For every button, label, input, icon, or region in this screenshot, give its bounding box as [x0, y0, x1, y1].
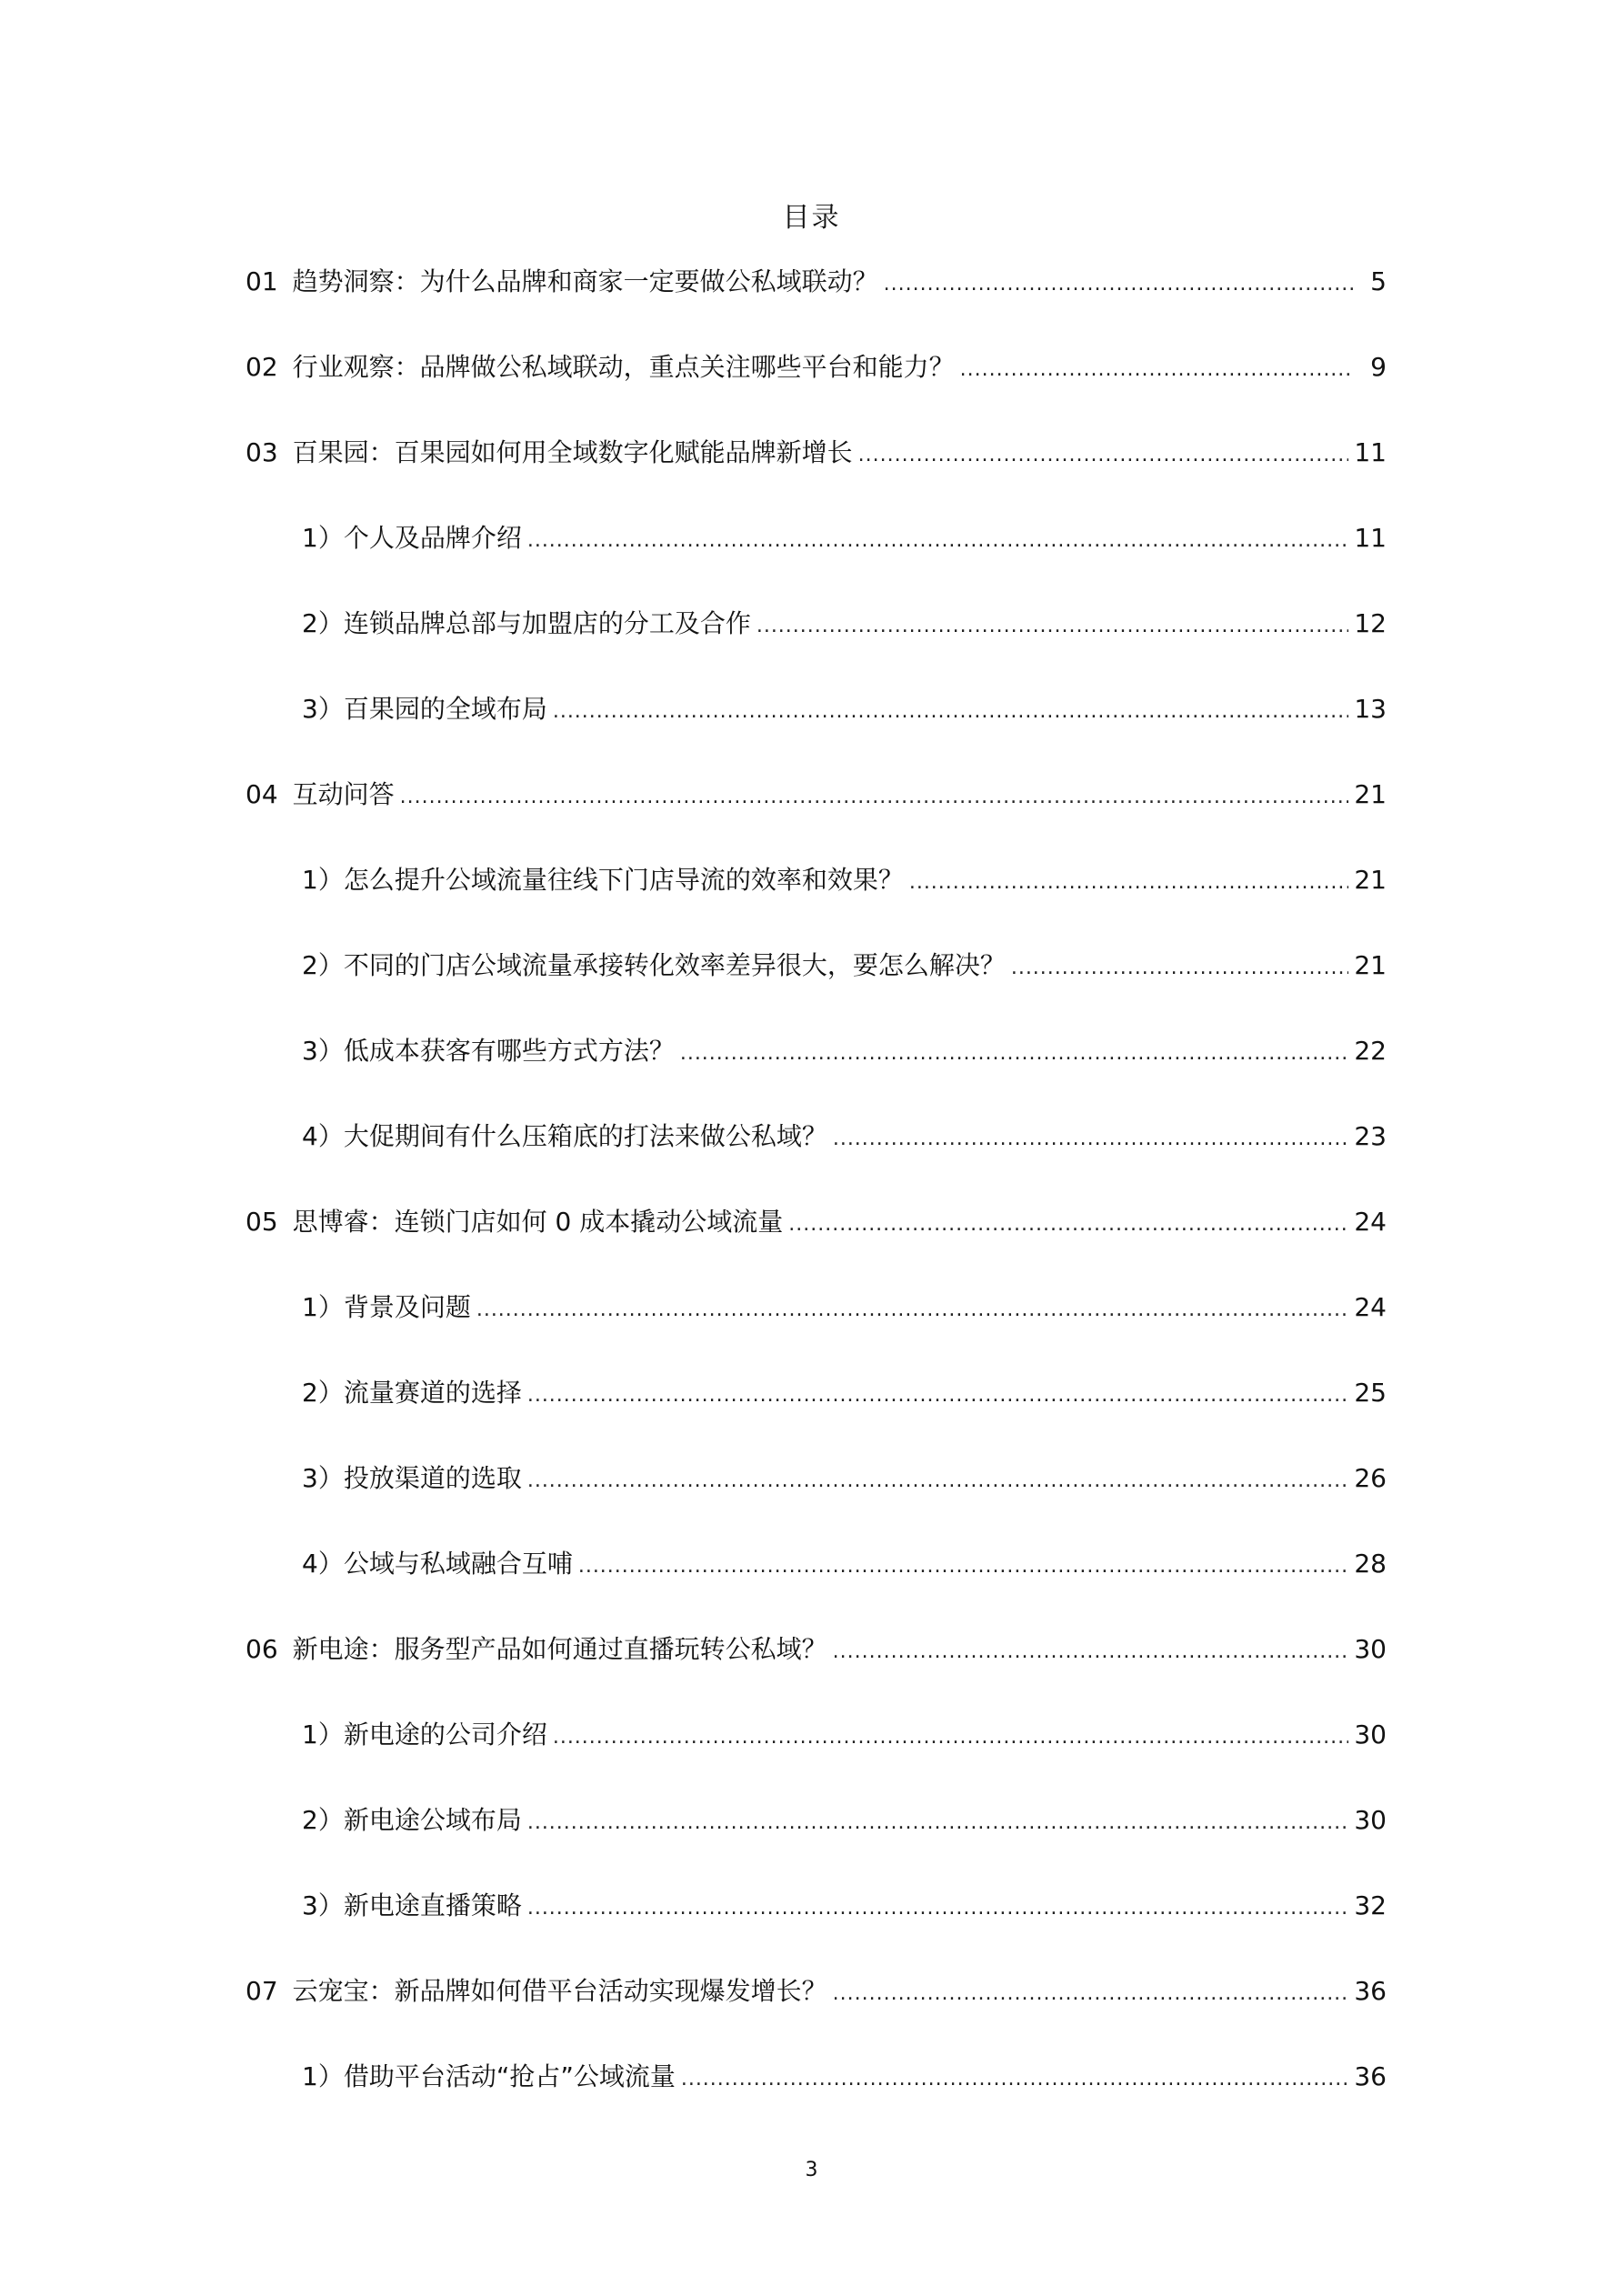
toc-entry-label — [245, 433, 853, 473]
toc-entry-text: 趋势洞察：为什么品牌和商家一定要做公私域联动？ — [292, 266, 878, 296]
toc-leader-dots — [527, 1803, 1349, 1843]
toc-entry-text: 1）借助平台活动“抢占”公域流量 — [302, 2061, 676, 2091]
toc-entry[interactable] — [245, 1971, 1387, 2057]
toc-subentry[interactable] — [245, 1715, 1387, 1800]
toc-entry-text: 2）新电途公域布局 — [302, 1805, 522, 1835]
toc-entry-text: 云宠宝：新品牌如何借平台活动实现爆发增长？ — [292, 1976, 827, 2006]
toc-entry-text: 3）投放渠道的选取 — [302, 1463, 522, 1493]
toc-subentry[interactable] — [245, 689, 1387, 775]
toc-entry-page: 28 — [1354, 1549, 1387, 1579]
toc-subentry[interactable] — [245, 518, 1387, 604]
toc-entry-text: 4）大促期间有什么压箱底的打法来做公私域？ — [302, 1121, 827, 1151]
toc-entry-label — [245, 1202, 783, 1242]
toc-entry-page: 5 — [1370, 266, 1387, 296]
toc-entry-number: 03 — [245, 437, 278, 467]
toc-entry-page: 9 — [1370, 352, 1387, 382]
toc-entry-page: 11 — [1354, 523, 1387, 553]
toc-entry[interactable] — [245, 775, 1387, 860]
toc-entry-page: 12 — [1354, 608, 1387, 638]
toc-entry-page: 13 — [1354, 694, 1387, 724]
toc-entry-page: 24 — [1354, 1207, 1387, 1237]
toc-entry[interactable] — [245, 262, 1387, 347]
toc-leader-dots — [960, 350, 1354, 390]
toc-leader-dots — [858, 436, 1349, 476]
toc-entry-text: 4）公域与私域融合互哺 — [302, 1549, 573, 1579]
toc-subentry[interactable] — [245, 604, 1387, 689]
toc-entry-page: 30 — [1354, 1634, 1387, 1664]
toc-leader-dots — [578, 1547, 1349, 1587]
toc-entry[interactable] — [245, 347, 1387, 433]
toc-entry[interactable] — [245, 1629, 1387, 1715]
toc-entry-text: 1）背景及问题 — [302, 1292, 471, 1322]
toc-entry-page: 21 — [1354, 950, 1387, 980]
toc-leader-dots — [527, 1889, 1349, 1929]
toc-leader-dots — [833, 1974, 1349, 2014]
toc-leader-dots — [681, 2060, 1349, 2100]
toc-leader-dots — [553, 1718, 1349, 1758]
toc-subentry[interactable] — [245, 1373, 1387, 1459]
toc-subentry[interactable] — [245, 946, 1387, 1031]
toc-entry-text: 1）个人及品牌介绍 — [302, 523, 522, 553]
toc-leader-dots — [833, 1632, 1349, 1672]
toc-entry-text: 互动问答 — [292, 779, 395, 809]
toc-entry[interactable] — [245, 433, 1387, 518]
toc-leader-dots — [788, 1205, 1348, 1245]
toc-subentry[interactable] — [245, 1117, 1387, 1202]
toc-leader-dots — [909, 863, 1349, 903]
toc-title: 目录 — [782, 202, 841, 234]
toc-entry-text: 百果园：百果园如何用全域数字化赋能品牌新增长 — [292, 437, 853, 467]
toc-leader-dots — [476, 1290, 1349, 1330]
toc-entry-page: 30 — [1354, 1805, 1387, 1835]
toc-entry-page: 36 — [1354, 2061, 1387, 2091]
toc-entry-page: 22 — [1354, 1036, 1387, 1066]
page-number: 3 — [805, 2159, 818, 2181]
toc-entry-page: 30 — [1354, 1719, 1387, 1750]
toc-entry-number: 07 — [245, 1976, 278, 2006]
toc-entry-label — [245, 347, 955, 387]
toc-entry-page: 21 — [1354, 779, 1387, 809]
toc-entry-number: 05 — [245, 1207, 278, 1237]
toc-entry-page: 36 — [1354, 1976, 1387, 2006]
toc-subentry[interactable] — [245, 1031, 1387, 1117]
toc-entry-text: 2）流量赛道的选择 — [302, 1378, 522, 1408]
toc-entry-text: 3）低成本获客有哪些方式方法？ — [302, 1036, 675, 1066]
toc-entry-page: 11 — [1354, 437, 1387, 467]
toc-leader-dots — [1011, 948, 1349, 988]
toc-leader-dots — [527, 521, 1349, 561]
toc-entry-text: 3）新电途直播策略 — [302, 1890, 522, 1920]
toc-leader-dots — [833, 1119, 1349, 1159]
toc-entry-page: 23 — [1354, 1121, 1387, 1151]
toc-subentry[interactable] — [245, 1886, 1387, 1971]
toc-entry-number: 02 — [245, 352, 278, 382]
toc-subentry[interactable] — [245, 1800, 1387, 1886]
toc-subentry[interactable] — [245, 1544, 1387, 1629]
toc-entry-text: 2）连锁品牌总部与加盟店的分工及合作 — [302, 608, 751, 638]
toc-entry-page: 32 — [1354, 1890, 1387, 1920]
toc-leader-dots — [527, 1376, 1349, 1416]
toc-leader-dots — [884, 265, 1354, 305]
toc-entry-label — [245, 775, 395, 815]
toc-entry-page: 26 — [1354, 1463, 1387, 1493]
toc-entry-number: 04 — [245, 779, 278, 809]
toc-entry-number: 06 — [245, 1634, 278, 1664]
toc-leader-dots — [527, 1461, 1349, 1501]
toc-entry-text: 新电途：服务型产品如何通过直播玩转公私域？ — [292, 1634, 827, 1664]
toc-entry-page: 24 — [1354, 1292, 1387, 1322]
toc-leader-dots — [400, 777, 1349, 817]
toc-entry-page: 25 — [1354, 1378, 1387, 1408]
toc-entry-label — [245, 1971, 827, 2011]
toc-entry-text: 行业观察：品牌做公私域联动，重点关注哪些平台和能力？ — [292, 352, 955, 382]
toc-entry[interactable] — [245, 1202, 1387, 1288]
toc-subentry[interactable] — [245, 1459, 1387, 1544]
toc-entry-label — [245, 1629, 827, 1669]
table-of-contents — [245, 262, 1387, 2142]
toc-leader-dots — [680, 1034, 1349, 1074]
toc-leader-dots — [756, 607, 1349, 647]
toc-entry-text: 3）百果园的全域布局 — [302, 694, 547, 724]
toc-leader-dots — [553, 692, 1349, 732]
toc-entry-text: 2）不同的门店公域流量承接转化效率差异很大，要怎么解决？ — [302, 950, 1006, 980]
toc-entry-text: 1）怎么提升公域流量往线下门店导流的效率和效果？ — [302, 865, 904, 895]
toc-subentry[interactable] — [245, 2057, 1387, 2142]
toc-entry-text: 思博睿：连锁门店如何 0 成本撬动公域流量 — [292, 1207, 784, 1237]
toc-subentry[interactable] — [245, 860, 1387, 946]
toc-entry-text: 1）新电途的公司介绍 — [302, 1719, 547, 1750]
toc-entry-page: 21 — [1354, 865, 1387, 895]
toc-subentry[interactable] — [245, 1288, 1387, 1373]
toc-entry-label — [245, 262, 878, 302]
toc-entry-number: 01 — [245, 266, 278, 296]
